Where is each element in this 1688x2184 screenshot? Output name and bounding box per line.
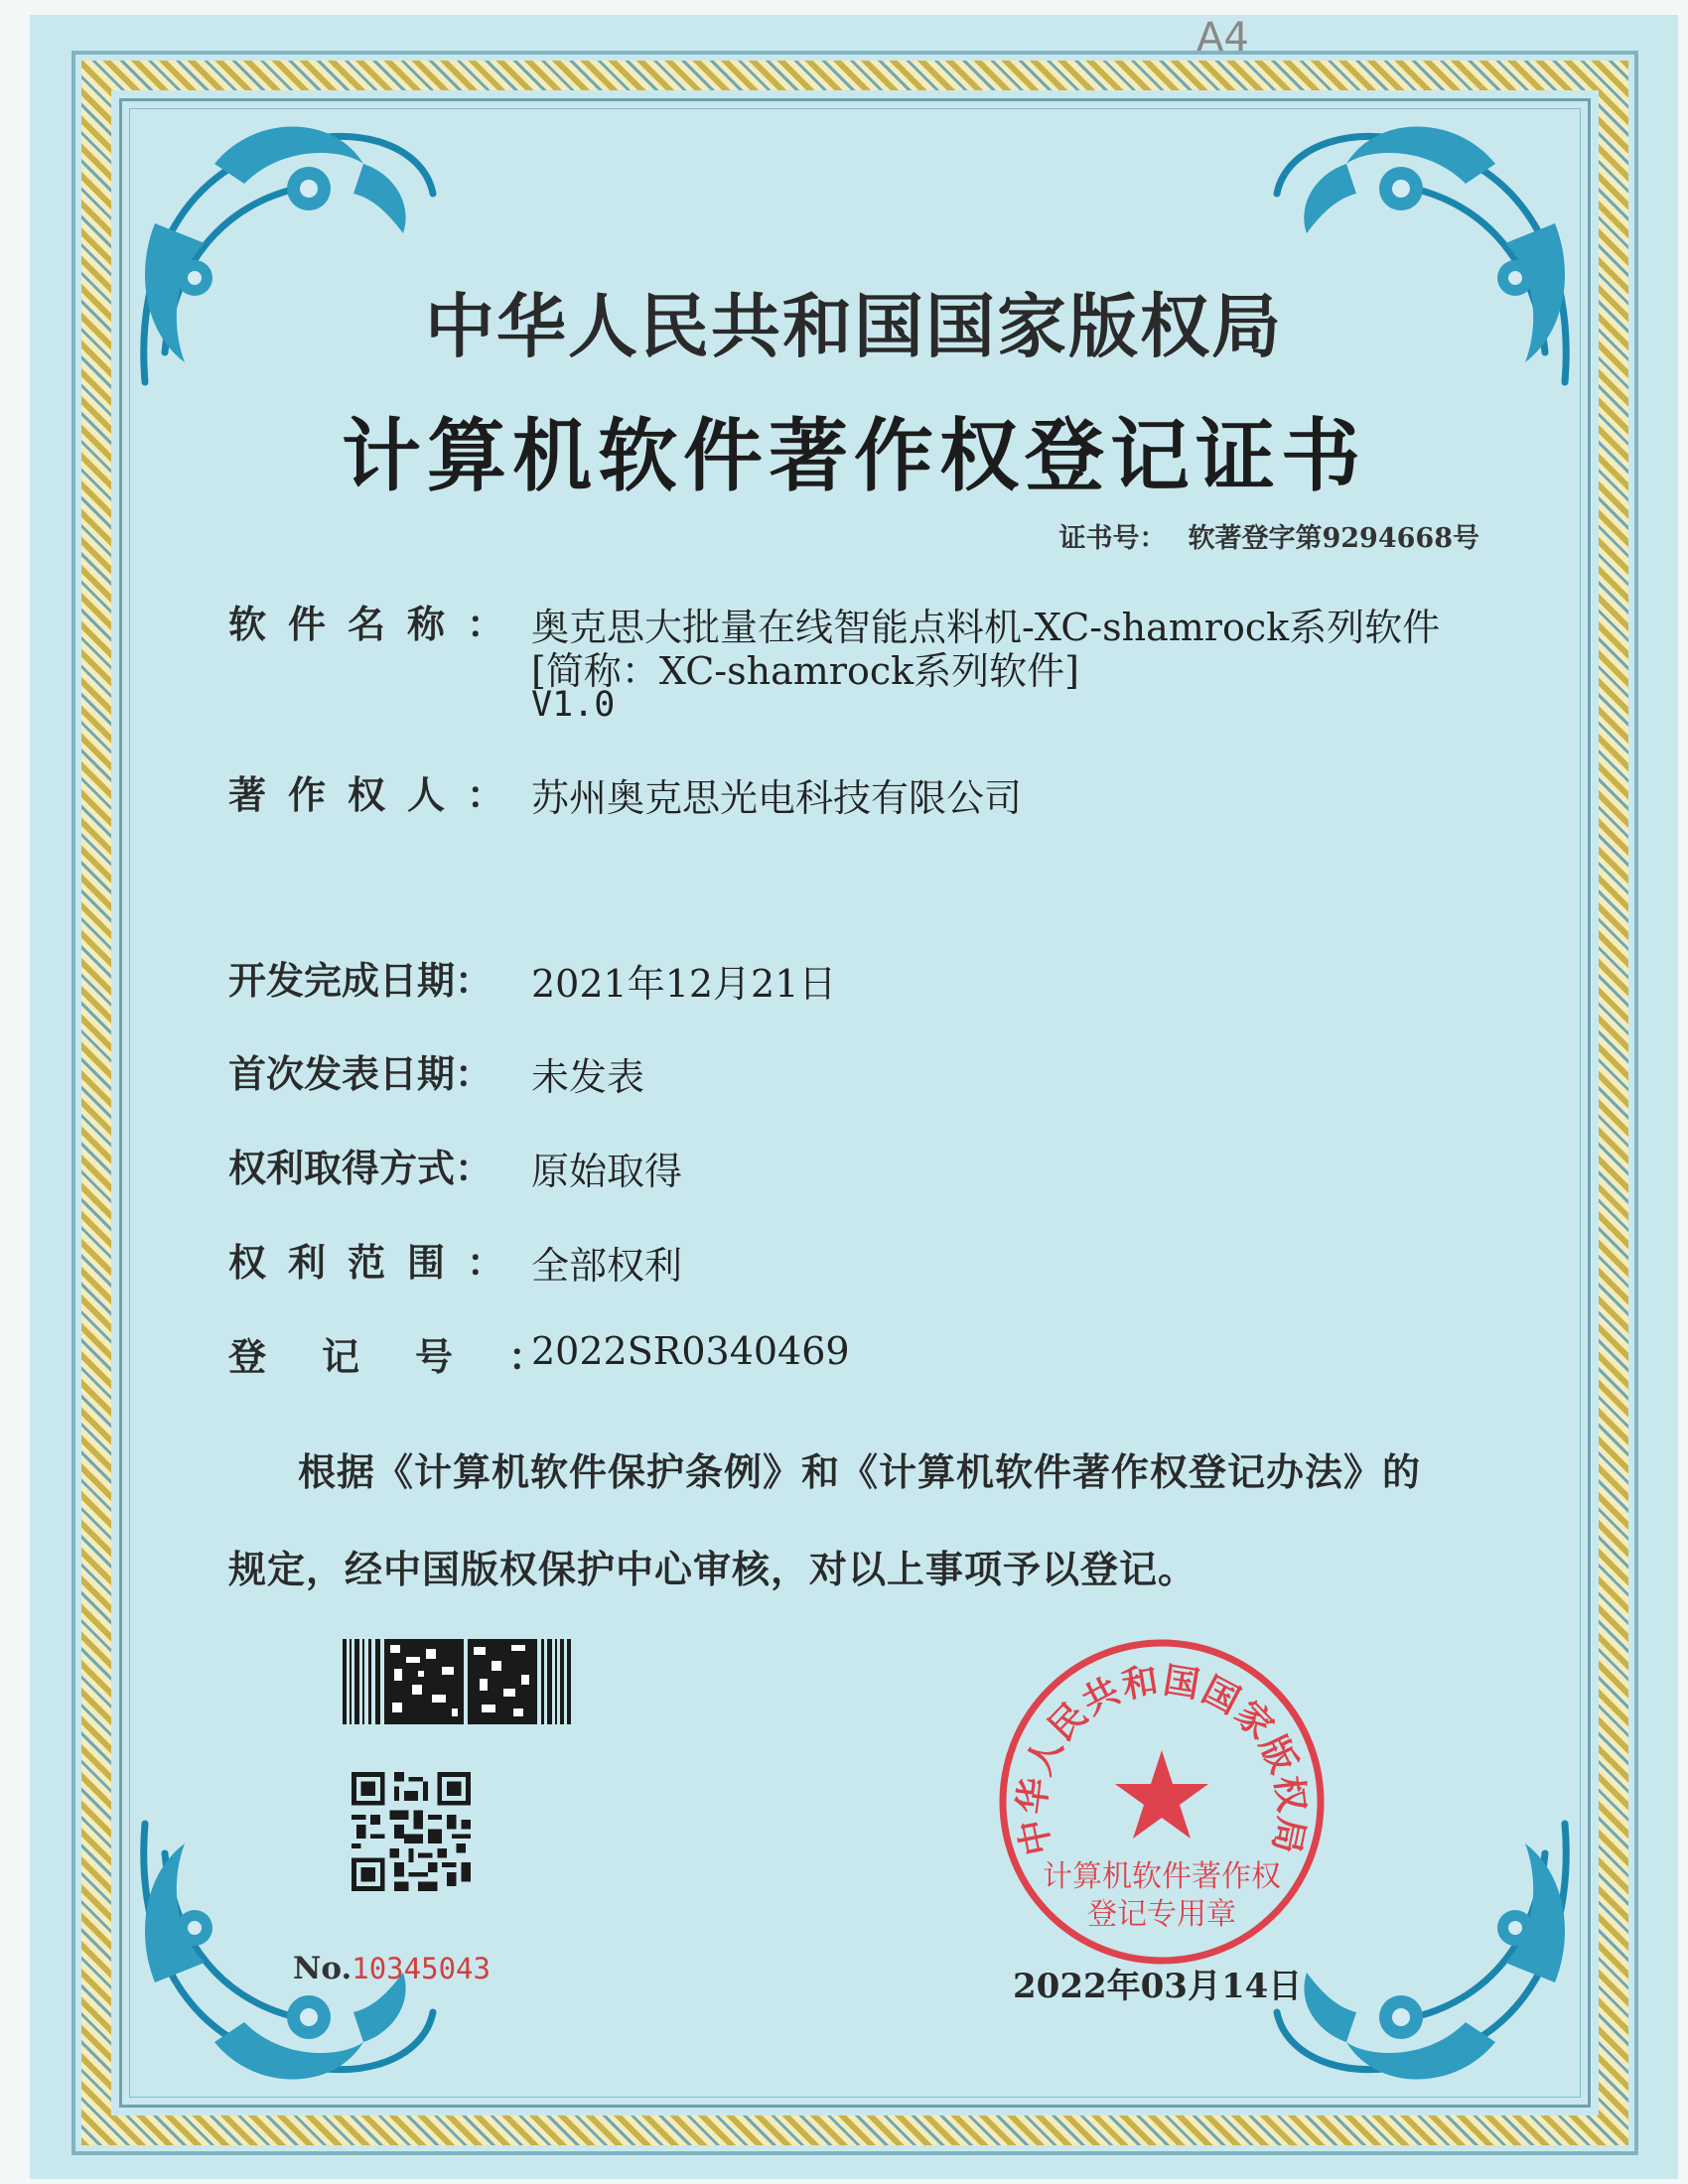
software-name-line2: [简称：XC-shamrock系列软件] bbox=[531, 649, 1079, 693]
certificate-title: 计算机软件著作权登记证书 bbox=[342, 409, 1366, 502]
software-version: V1.0 bbox=[531, 685, 616, 725]
dev-completion-date-value: 2021年12月21日 bbox=[531, 962, 837, 1006]
first-publication-date-label: 首次发表日期： bbox=[228, 1051, 493, 1096]
seal-inner-line-1: 计算机软件著作权 bbox=[1043, 1859, 1281, 1894]
official-seal-icon bbox=[993, 1633, 1331, 1971]
rights-scope-value: 全部权利 bbox=[531, 1244, 683, 1288]
copyright-owner-value: 苏州奥克思光电科技有限公司 bbox=[531, 776, 1023, 820]
serial-number bbox=[293, 1951, 491, 1986]
rights-scope-label: 权利范围： bbox=[228, 1240, 527, 1285]
issuing-agency: 中华人民共和国国家版权局 bbox=[425, 285, 1283, 367]
software-name-label: 软件名称： bbox=[228, 602, 527, 646]
issue-date: 2022年03月14日 bbox=[1013, 1967, 1303, 2006]
seal-arc-text: 中华人民共和国国家版权局 bbox=[1011, 1660, 1313, 1859]
certificate bbox=[30, 15, 1678, 2179]
statement-line-2: 规定，经中国版权保护中心审核，对以上事项予以登记。 bbox=[228, 1547, 1197, 1591]
certificate-number bbox=[1058, 516, 1479, 555]
registration-number-label: 登记号： bbox=[228, 1334, 603, 1379]
rights-acquisition-value: 原始取得 bbox=[531, 1150, 683, 1193]
statement-line-1: 根据《计算机软件保护条例》和《计算机软件著作权登记办法》的 bbox=[298, 1449, 1422, 1494]
handwritten-mark: A4 bbox=[1196, 15, 1249, 61]
certificate-number-label: 证书号： bbox=[1058, 523, 1167, 554]
seal-inner-line-2: 登记专用章 bbox=[1087, 1897, 1236, 1932]
barcode-icon bbox=[343, 1639, 571, 1724]
serial-number-label: No. bbox=[293, 1951, 352, 1986]
software-name-line1: 奥克思大批量在线智能点料机-XC-shamrock系列软件 bbox=[531, 606, 1441, 649]
registration-number-value: 2022SR0340469 bbox=[531, 1329, 850, 1373]
rights-acquisition-label: 权利取得方式： bbox=[228, 1146, 493, 1190]
certificate-number-value: 软著登字第9294668号 bbox=[1188, 523, 1479, 554]
first-publication-date-value: 未发表 bbox=[531, 1055, 645, 1099]
dev-completion-date-label: 开发完成日期： bbox=[228, 958, 493, 1003]
qr-code-icon bbox=[352, 1772, 471, 1891]
serial-number-value: 10345043 bbox=[352, 1952, 491, 1985]
copyright-owner-label: 著作权人： bbox=[228, 772, 527, 817]
